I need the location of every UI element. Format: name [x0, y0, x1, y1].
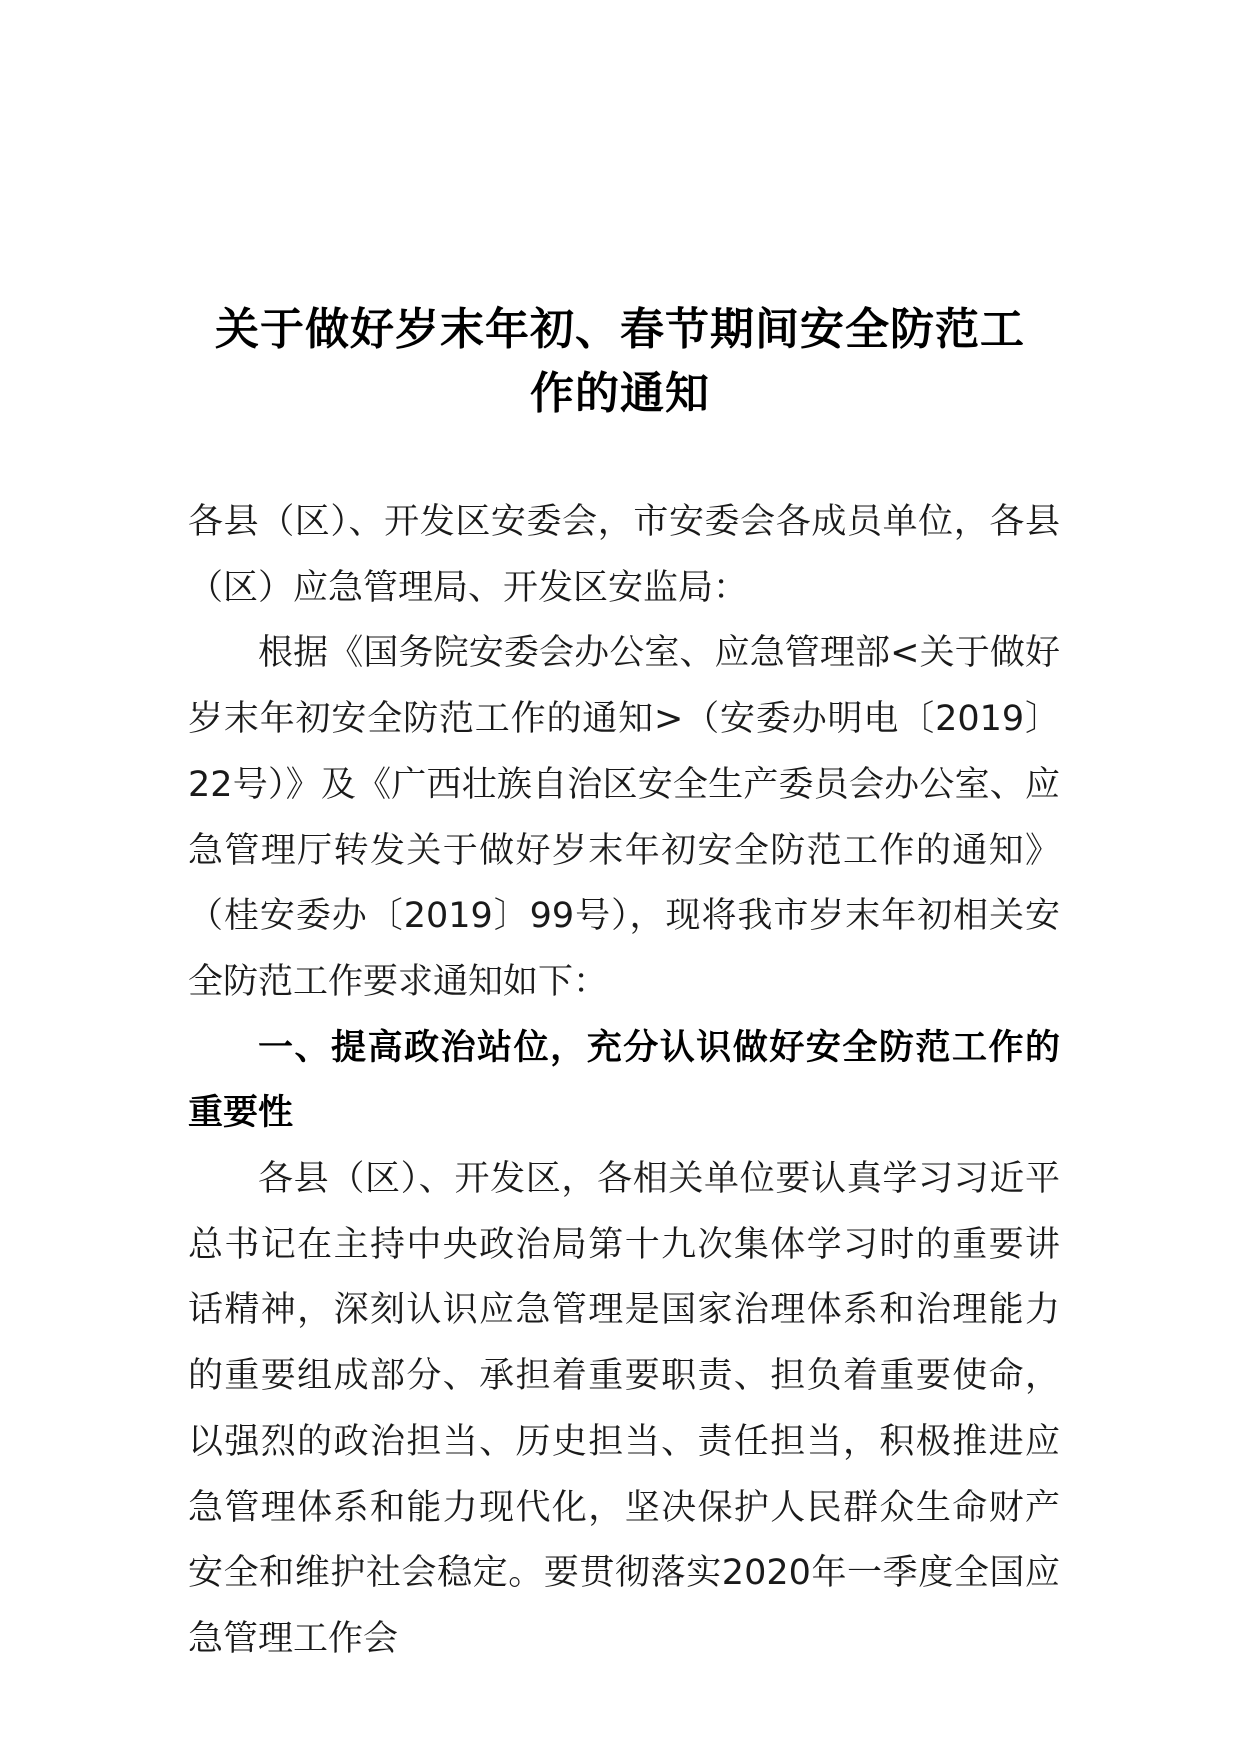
- salutation: 各县（区）、开发区安委会，市安委会各成员单位，各县（区）应急管理局、开发区安监局：: [188, 502, 1060, 608]
- paragraph-2: 各县（区）、开发区，各相关单位要认真学习习近平总书记在主持中央政治局第十九次集体学习时的重要讲话精神，深刻认识应急管理是国家治理体系和治理能力的重要组成部分、承担着重要职责、担负着重要使命，以强烈的政治担当、历史担当、责任担当，积极推进应急管理体系和能力现代化，坚决保护人民群众生命财产安全和维护社会稳定。要贯彻落实2020年一季度全国应急管理工作会: [188, 1159, 1060, 1659]
- title-line-1: 关于做好岁末年初、春节期间安全防范工: [215, 304, 1025, 355]
- document-title: [140, 298, 1100, 426]
- document-body: [188, 490, 1060, 1673]
- paragraph-1: 根据《国务院安委会办公室、应急管理部<关于做好岁末年初安全防范工作的通知>（安委办明电〔2019〕22号）》及《广西壮族自治区安全生产委员会办公室、应急管理厅转发关于做好岁末年初安全防范工作的通知》（桂安委办〔2019〕99号），现将我市岁末年初相关安全防范工作要求通知如下：: [188, 633, 1060, 1002]
- section-1-heading: 一、提高政治站位，充分认识做好安全防范工作的重要性: [188, 1027, 1060, 1134]
- title-line-2: 作的通知: [530, 368, 710, 419]
